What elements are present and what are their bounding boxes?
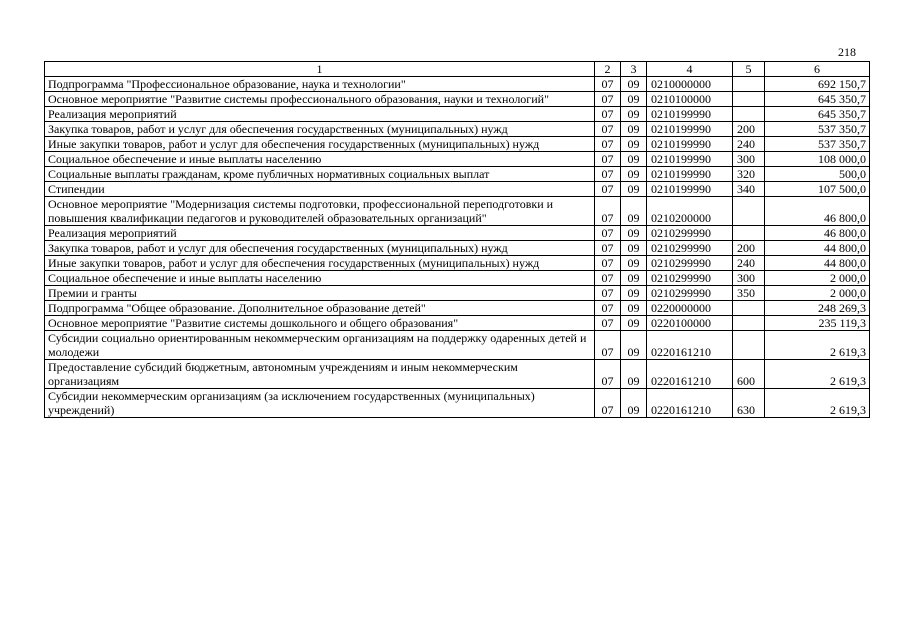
cell-chapter: 07 [595,77,621,92]
cell-subsection: 09 [621,122,647,137]
cell-sum: 645 350,7 [765,92,870,107]
cell-name: Субсидии социально ориентированным некоммерческим организациям на поддержку одаренных детей и молодежи [45,331,595,360]
table-row [45,331,870,360]
cell-subsection: 09 [621,331,647,360]
table-row [45,301,870,316]
cell-expense-type: 300 [733,271,765,286]
cell-subsection: 09 [621,271,647,286]
cell-name: Реализация мероприятий [45,226,595,241]
cell-name: Предоставление субсидий бюджетным, автономным учреждениям и иным некоммерческим организациям [45,360,595,389]
cell-chapter: 07 [595,182,621,197]
cell-expense-type [733,92,765,107]
cell-expense-type: 240 [733,137,765,152]
cell-sum: 235 119,3 [765,316,870,331]
cell-subsection: 09 [621,256,647,271]
table-row [45,360,870,389]
cell-chapter: 07 [595,301,621,316]
table-row [45,241,870,256]
header-cell-subsection: 3 [621,62,647,77]
cell-name: Социальные выплаты гражданам, кроме публичных нормативных социальных выплат [45,167,595,182]
cell-name: Субсидии некоммерческим организациям (за исключением государственных (муниципальных) учреждений) [45,389,595,418]
cell-chapter: 07 [595,241,621,256]
cell-sum: 248 269,3 [765,301,870,316]
cell-name: Иные закупки товаров, работ и услуг для обеспечения государственных (муниципальных) нужд [45,137,595,152]
header-cell-target-code: 4 [647,62,733,77]
cell-name: Подпрограмма "Общее образование. Дополнительное образование детей" [45,301,595,316]
table-row [45,316,870,331]
table-row [45,167,870,182]
cell-sum: 2 619,3 [765,360,870,389]
cell-target-code: 0210199990 [647,152,733,167]
cell-name: Закупка товаров, работ и услуг для обеспечения государственных (муниципальных) нужд [45,241,595,256]
header-cell-chapter: 2 [595,62,621,77]
cell-target-code: 0210299990 [647,241,733,256]
cell-expense-type: 350 [733,286,765,301]
cell-expense-type [733,226,765,241]
cell-subsection: 09 [621,389,647,418]
cell-expense-type: 200 [733,122,765,137]
cell-target-code: 0210199990 [647,122,733,137]
cell-chapter: 07 [595,271,621,286]
page-number: 218 [838,45,856,59]
header-cell-sum: 6 [765,62,870,77]
cell-expense-type [733,107,765,122]
cell-sum: 2 619,3 [765,389,870,418]
cell-chapter: 07 [595,286,621,301]
cell-target-code: 0210299990 [647,256,733,271]
cell-sum: 2 000,0 [765,286,870,301]
cell-name: Стипендии [45,182,595,197]
cell-chapter: 07 [595,92,621,107]
cell-chapter: 07 [595,167,621,182]
cell-target-code: 0220161210 [647,389,733,418]
cell-name: Закупка товаров, работ и услуг для обеспечения государственных (муниципальных) нужд [45,122,595,137]
cell-expense-type [733,331,765,360]
cell-name: Основное мероприятие "Развитие системы профессионального образования, науки и технологий" [45,92,595,107]
cell-sum: 46 800,0 [765,226,870,241]
table-row [45,122,870,137]
cell-subsection: 09 [621,182,647,197]
cell-subsection: 09 [621,137,647,152]
cell-sum: 46 800,0 [765,197,870,226]
cell-sum: 500,0 [765,167,870,182]
cell-sum: 44 800,0 [765,256,870,271]
cell-chapter: 07 [595,316,621,331]
cell-expense-type: 240 [733,256,765,271]
cell-target-code: 0210199990 [647,137,733,152]
cell-expense-type [733,301,765,316]
cell-subsection: 09 [621,92,647,107]
cell-sum: 107 500,0 [765,182,870,197]
cell-target-code: 0210200000 [647,197,733,226]
cell-name: Реализация мероприятий [45,107,595,122]
table-row [45,256,870,271]
cell-subsection: 09 [621,226,647,241]
table-row [45,92,870,107]
cell-name: Подпрограмма "Профессиональное образование, наука и технологии" [45,77,595,92]
cell-expense-type: 300 [733,152,765,167]
cell-expense-type: 340 [733,182,765,197]
table-row [45,286,870,301]
cell-chapter: 07 [595,197,621,226]
cell-name: Иные закупки товаров, работ и услуг для обеспечения государственных (муниципальных) нужд [45,256,595,271]
cell-target-code: 0210299990 [647,226,733,241]
cell-chapter: 07 [595,137,621,152]
cell-target-code: 0210199990 [647,107,733,122]
cell-sum: 2 619,3 [765,331,870,360]
cell-expense-type [733,77,765,92]
cell-expense-type: 600 [733,360,765,389]
cell-subsection: 09 [621,107,647,122]
cell-chapter: 07 [595,122,621,137]
cell-target-code: 0210299990 [647,286,733,301]
table-row [45,226,870,241]
table-row [45,271,870,286]
cell-target-code: 0210199990 [647,182,733,197]
cell-expense-type: 320 [733,167,765,182]
cell-subsection: 09 [621,241,647,256]
cell-expense-type [733,197,765,226]
cell-chapter: 07 [595,389,621,418]
cell-sum: 645 350,7 [765,107,870,122]
cell-target-code: 0210299990 [647,271,733,286]
table-row [45,77,870,92]
cell-sum: 108 000,0 [765,152,870,167]
table-row [45,197,870,226]
cell-target-code: 0220161210 [647,331,733,360]
cell-expense-type: 200 [733,241,765,256]
cell-chapter: 07 [595,360,621,389]
header-cell-name: 1 [45,62,595,77]
cell-name: Социальное обеспечение и иные выплаты населению [45,152,595,167]
budget-table [44,61,870,418]
table-row [45,137,870,152]
cell-chapter: 07 [595,152,621,167]
cell-target-code: 0220000000 [647,301,733,316]
cell-name: Премии и гранты [45,286,595,301]
table-row [45,152,870,167]
cell-subsection: 09 [621,167,647,182]
cell-chapter: 07 [595,331,621,360]
cell-subsection: 09 [621,301,647,316]
cell-expense-type: 630 [733,389,765,418]
cell-subsection: 09 [621,152,647,167]
cell-chapter: 07 [595,256,621,271]
cell-name: Основное мероприятие "Модернизация системы подготовки, профессиональной переподготовки и повышения квалификации педагогов и руководителей образовательных организаций" [45,197,595,226]
cell-subsection: 09 [621,77,647,92]
cell-sum: 692 150,7 [765,77,870,92]
cell-sum: 44 800,0 [765,241,870,256]
cell-subsection: 09 [621,316,647,331]
cell-sum: 537 350,7 [765,122,870,137]
cell-sum: 2 000,0 [765,271,870,286]
cell-sum: 537 350,7 [765,137,870,152]
cell-target-code: 0210100000 [647,92,733,107]
table-row [45,389,870,418]
cell-subsection: 09 [621,197,647,226]
table-row [45,182,870,197]
cell-name: Основное мероприятие "Развитие системы дошкольного и общего образования" [45,316,595,331]
table-header-row [45,62,870,77]
cell-subsection: 09 [621,286,647,301]
cell-name: Социальное обеспечение и иные выплаты населению [45,271,595,286]
cell-target-code: 0210000000 [647,77,733,92]
cell-target-code: 0220161210 [647,360,733,389]
table-row [45,107,870,122]
cell-chapter: 07 [595,226,621,241]
cell-subsection: 09 [621,360,647,389]
cell-target-code: 0210199990 [647,167,733,182]
header-cell-expense-type: 5 [733,62,765,77]
cell-chapter: 07 [595,107,621,122]
cell-expense-type [733,316,765,331]
cell-target-code: 0220100000 [647,316,733,331]
